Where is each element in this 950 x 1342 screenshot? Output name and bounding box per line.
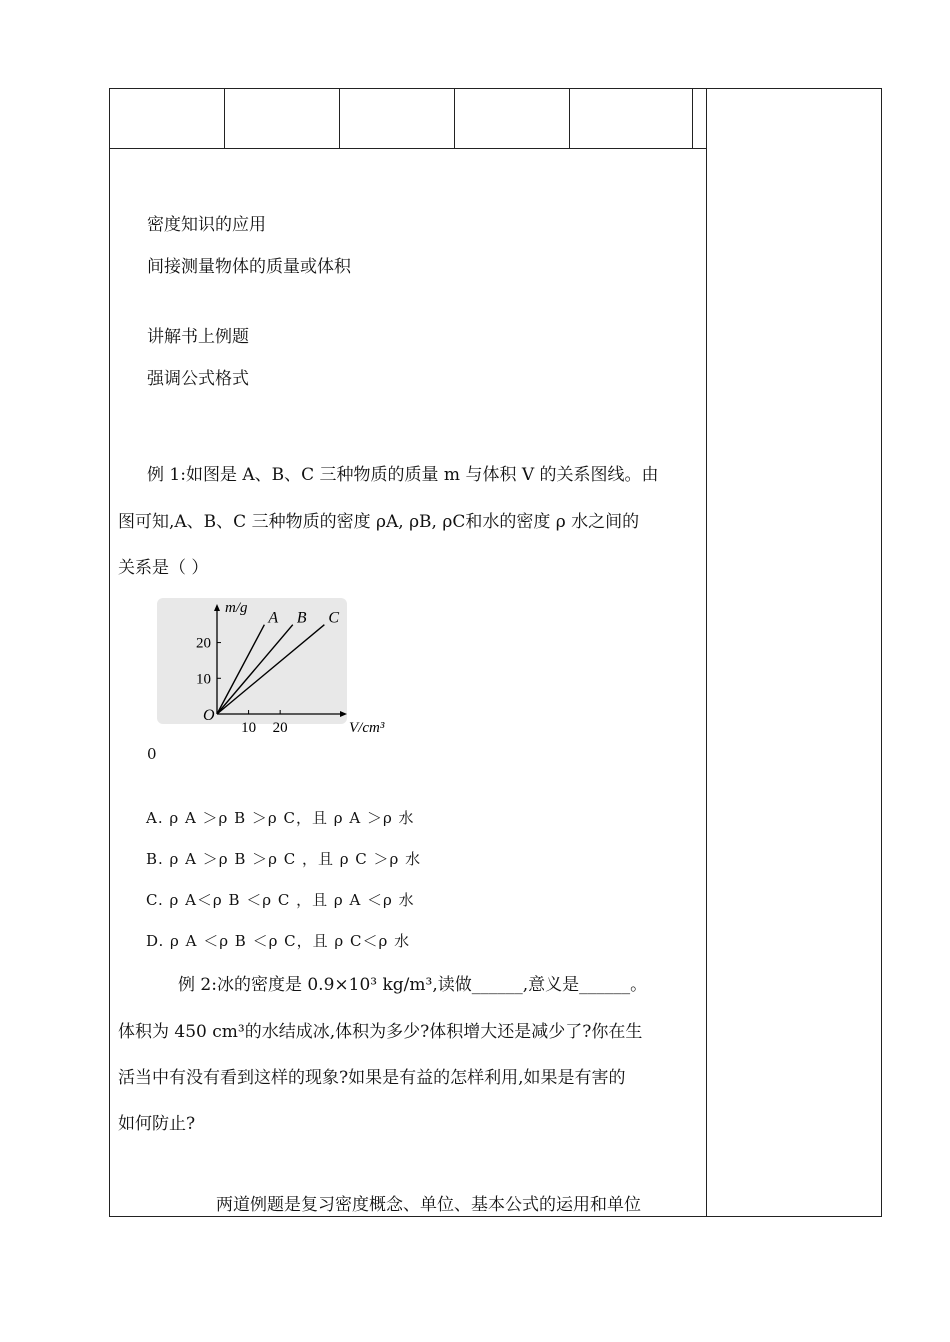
chart-svg: [155, 596, 385, 756]
mass-volume-chart: [155, 596, 385, 756]
example2-line: 体积为 450 cm³的水结成冰,体积为多少?体积增大还是减少了?你在生: [118, 1022, 643, 1042]
example2-line: 活当中有没有看到这样的现象?如果是有益的怎样利用,如果是有害的: [118, 1068, 626, 1088]
y-axis-label: m/g: [225, 600, 248, 616]
option-d: D. ρ A ＜ρ B ＜ρ C，且 ρ C＜ρ 水: [146, 932, 411, 950]
stray-zero: 0: [147, 745, 157, 763]
section-subheading: 间接测量物体的质量或体积: [147, 257, 351, 277]
x-tick-label: 20: [272, 720, 288, 736]
example1-line: 例 1:如图是 A、B、C 三种物质的质量 m 与体积 V 的关系图线。由: [147, 465, 659, 485]
option-b: B. ρ A ＞ρ B ＞ρ C ，且 ρ C ＞ρ 水: [146, 850, 422, 868]
cell-divider: [569, 88, 570, 148]
series-label: C: [328, 609, 340, 627]
y-tick-label: 10: [196, 671, 211, 688]
series-label: A: [268, 609, 279, 627]
example1-line: 图可知,A、B、C 三种物质的密度 ρA, ρB, ρC和水的密度 ρ 水之间的: [118, 512, 640, 532]
cell-divider: [339, 88, 340, 148]
example2-line: 例 2:冰的密度是 0.9×10³ kg/m³,读做______,意义是______。: [178, 975, 648, 995]
option-a: A. ρ A ＞ρ B ＞ρ C，且 ρ A ＞ρ 水: [146, 809, 415, 827]
cell-divider: [224, 88, 225, 148]
example1-line: 关系是（ ）: [118, 558, 209, 578]
x-tick-label: 10: [241, 720, 257, 736]
y-tick-label: 20: [196, 635, 211, 652]
chart-background: [157, 598, 347, 724]
teaching-note: 讲解书上例题: [147, 327, 249, 347]
x-axis-label: V/cm³: [349, 720, 385, 736]
teaching-note: 强调公式格式: [147, 369, 249, 389]
example2-line: 如何防止?: [118, 1114, 196, 1134]
cell-divider: [454, 88, 455, 148]
summary-line: 两道例题是复习密度概念、单位、基本公式的运用和单位: [216, 1195, 641, 1215]
option-c: C. ρ A＜ρ B ＜ρ C ，且 ρ A ＜ρ 水: [146, 891, 415, 909]
origin-label: O: [203, 707, 215, 724]
column-divider: [706, 88, 707, 1217]
section-heading: 密度知识的应用: [147, 215, 266, 235]
row-divider: [109, 148, 707, 149]
cell-divider: [692, 88, 693, 148]
series-label: B: [296, 609, 307, 627]
